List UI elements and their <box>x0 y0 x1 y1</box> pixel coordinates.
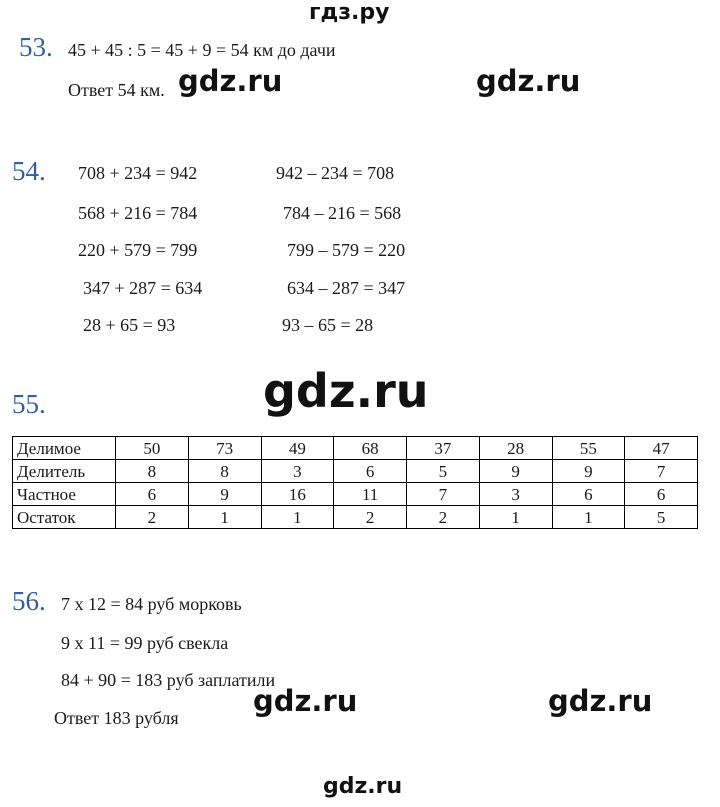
row-header: Делитель <box>13 460 116 483</box>
watermark-3: gdz.ru <box>253 684 358 718</box>
table-cell: 2 <box>407 506 480 529</box>
eq-right-1: 942 – 234 = 708 <box>276 163 395 183</box>
table-cell: 1 <box>552 506 625 529</box>
table-cell: 1 <box>479 506 552 529</box>
table-cell: 28 <box>479 437 552 460</box>
eq-left-3: 220 + 579 = 799 <box>78 240 198 260</box>
table-cell: 2 <box>116 506 189 529</box>
problem-53-answer: Ответ 54 км. <box>68 80 165 100</box>
table-cell: 7 <box>625 460 698 483</box>
table-row <box>13 437 698 460</box>
table-cell: 16 <box>261 483 334 506</box>
problem-56-line-3: 84 + 90 = 183 руб заплатили <box>61 670 276 690</box>
watermark-4: gdz.ru <box>548 684 653 718</box>
table-cell: 6 <box>334 460 407 483</box>
row-header: Остаток <box>13 506 116 529</box>
row-header: Делимое <box>13 437 116 460</box>
watermark-2: gdz.ru <box>476 64 581 98</box>
table-row <box>13 506 698 529</box>
eq-right-5: 93 – 65 = 28 <box>282 315 374 335</box>
table-cell: 68 <box>334 437 407 460</box>
problem-56-line-1: 7 х 12 = 84 руб морковь <box>61 594 242 614</box>
table-row <box>13 483 698 506</box>
eq-right-2: 784 – 216 = 568 <box>283 203 402 223</box>
table-cell: 8 <box>116 460 189 483</box>
table-cell: 7 <box>407 483 480 506</box>
table-cell: 6 <box>552 483 625 506</box>
problem-56-answer: Ответ 183 рубля <box>54 708 179 728</box>
eq-left-5: 28 + 65 = 93 <box>83 315 176 335</box>
table-cell: 6 <box>116 483 189 506</box>
eq-right-3: 799 – 579 = 220 <box>287 240 406 260</box>
watermark-1: gdz.ru <box>178 64 283 98</box>
table-cell: 3 <box>479 483 552 506</box>
watermark-bottom: gdz.ru <box>323 774 403 799</box>
problem-56-line-2: 9 х 11 = 99 руб свекла <box>61 633 229 653</box>
table-cell: 5 <box>625 506 698 529</box>
problem-53-line: 45 + 45 : 5 = 45 + 9 = 54 км до дачи <box>68 40 336 60</box>
table-cell: 3 <box>261 460 334 483</box>
table-cell: 11 <box>334 483 407 506</box>
table-cell: 8 <box>188 460 261 483</box>
table-cell: 55 <box>552 437 625 460</box>
problem-54-number: 54. <box>12 156 46 186</box>
table-cell: 1 <box>188 506 261 529</box>
table-cell: 9 <box>552 460 625 483</box>
table-cell: 37 <box>407 437 480 460</box>
eq-right-4: 634 – 287 = 347 <box>287 278 406 298</box>
table-cell: 47 <box>625 437 698 460</box>
table-cell: 49 <box>261 437 334 460</box>
table-cell: 9 <box>188 483 261 506</box>
eq-left-1: 708 + 234 = 942 <box>78 163 198 183</box>
division-table <box>12 436 698 529</box>
table-row <box>13 460 698 483</box>
eq-left-2: 568 + 216 = 784 <box>78 203 198 223</box>
eq-left-4: 347 + 287 = 634 <box>83 278 203 298</box>
table-cell: 9 <box>479 460 552 483</box>
table-cell: 1 <box>261 506 334 529</box>
problem-53-number: 53. <box>19 32 53 62</box>
table-cell: 5 <box>407 460 480 483</box>
table-cell: 2 <box>334 506 407 529</box>
problem-56-number: 56. <box>12 586 46 616</box>
watermark-top: гдз.ру <box>309 0 390 25</box>
watermark-big: gdz.ru <box>263 364 429 418</box>
table-cell: 73 <box>188 437 261 460</box>
table-cell: 50 <box>116 437 189 460</box>
problem-55-number: 55. <box>12 389 46 419</box>
table-cell: 6 <box>625 483 698 506</box>
row-header: Частное <box>13 483 116 506</box>
